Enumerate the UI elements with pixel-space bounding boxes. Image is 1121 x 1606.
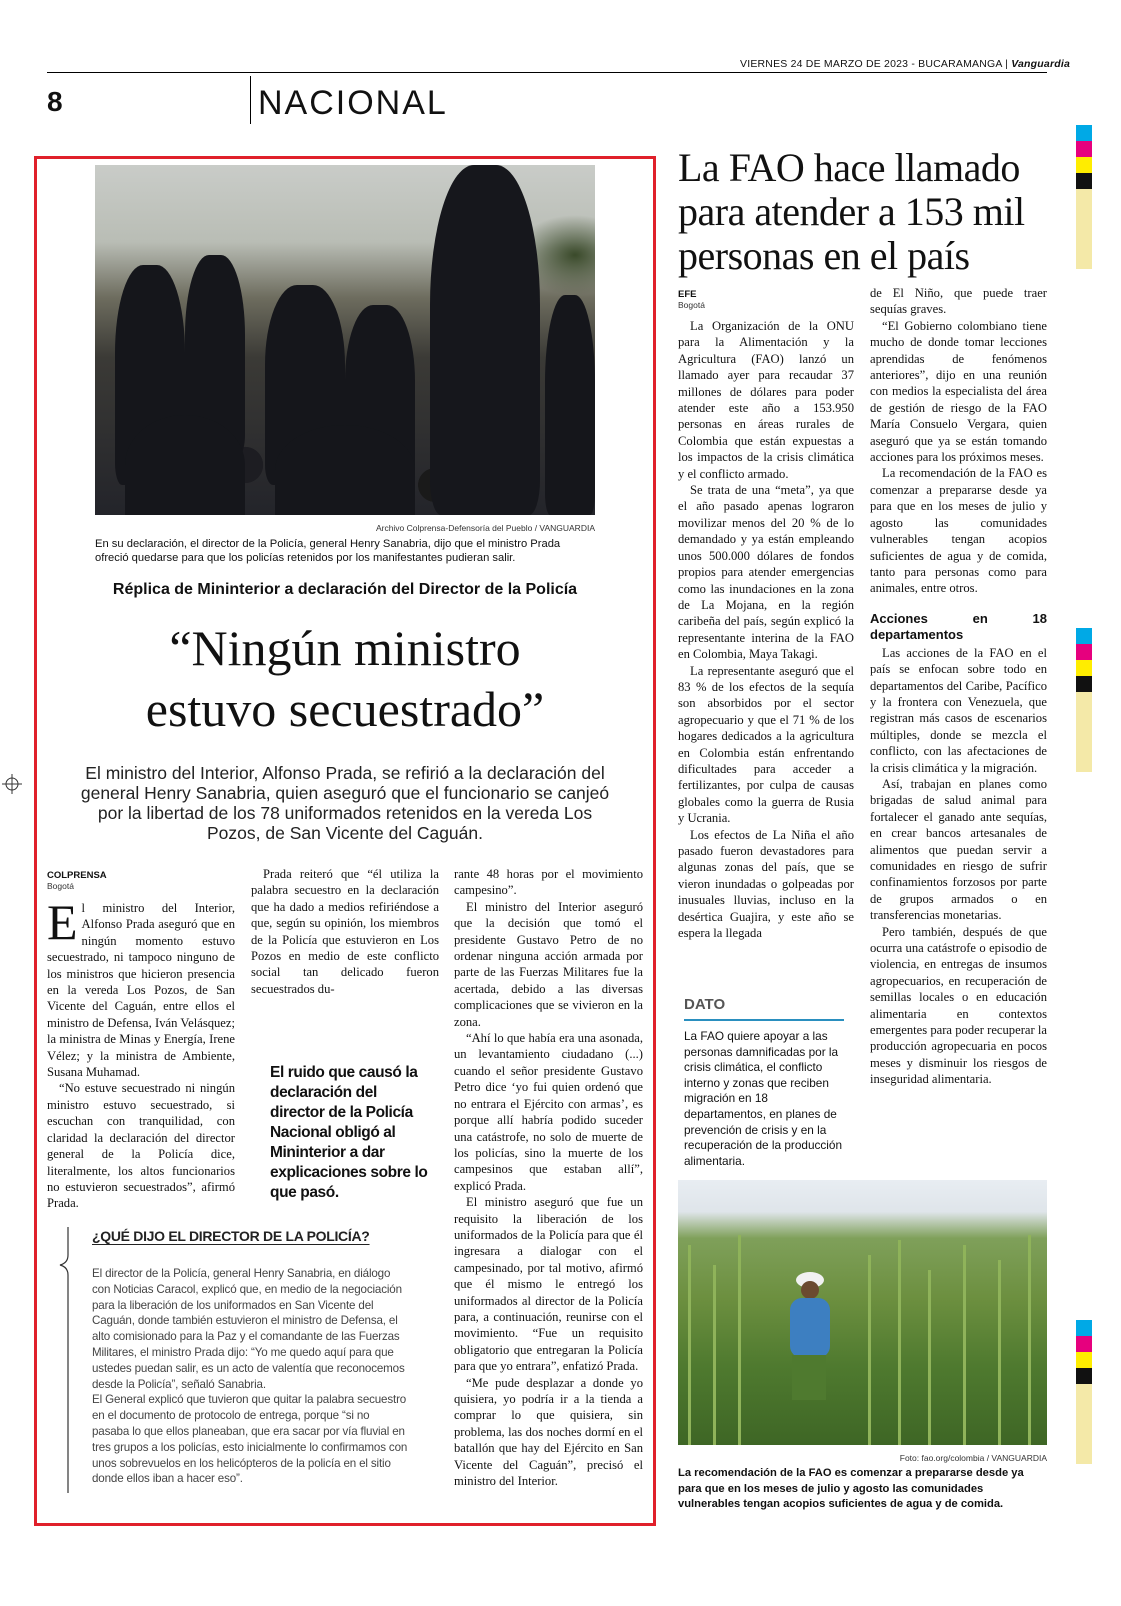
sidebar-text: El director de la Policía, general Henry Sanabria, en diálogo con Noticias Caracol, explicó que, en medio de la negociación para la liberación de los uniformados en San Vicente del Caguán, donde también estuvieron el ministro de Defensa, el alto comisionado para la Paz y el comandante de las Fuerzas Militares, el ministro Prada dijo: “Yo me quedo aquí para que ustedes puedan salir, es un acto de valentía que reconocemos desde la Policía”, señaló Sanabria. El General explicó que tuvieron que quitar la palabra secuestro en el documento de protocolo de entrega, porque “si no pasaba lo que ellos planeaban, que era sacar por vía fluvial en tres grupos a los policías, esto inicialmente lo confirmamos con unos sobrevuelos en los helicópteros de la policía en el sitio donde ellos iban a hacer eso”. (92, 1267, 408, 1486)
photo-credit: Archivo Colprensa-Defensoría del Pueblo / VANGUARDIA (375, 523, 595, 533)
fao-headline: La FAO hace llamado para atender a 153 mil personas en el país (678, 145, 1025, 278)
fao-column-1: La Organización de la ONU para la Alimentación y la Agricultura (FAO) lanzó un llamado ayer para recaudar 37 millones de dólares para poder atender este año a 153.950 personas en áreas rurales de Colombia que están expuestas a los impactos de la crisis climática y el conflicto armado. Se trata de una “meta”, ya que el año pasado apenas lograron movilizar menos del 20 % de lo demandado y ya están empleando unos 500.000 dólares de fondos propios para atender emergencias como las inundaciones en la zona de La Mojana, en la región caribeña del país, según explicó la representante interina de la FAO en Colombia, Maya Takagi. La representante aseguró que el 83 % de los efectos de la sequía son absorbidos por el sector agropecuario y que el 71 % de los hogares dedicados a la agricultura en Colombia están enfrentando dificultades para acceder a fertilizantes, por culpa de causas globales como la guerra de Rusia y Ucrania. Los efectos de La Niña el año pasado fueron devastadores para algunas zonas del país, que se vieron inundadas o golpeadas por inusuales lluvias, incluso en la desértica Guajira, y este año se espera la llegada (678, 319, 854, 941)
dato-rule (684, 1019, 844, 1021)
color-bar-top (1076, 125, 1092, 269)
color-bar-middle (1076, 628, 1092, 772)
article-dek: El ministro del Interior, Alfonso Prada, se refirió a la declaración del general Henry Sanabria, quien aseguró que el funcionario se canjeó por la libertad de los 78 uniformados retenidos en la vereda Los Pozos, de San Vicente del Caguán. (80, 763, 610, 843)
color-bar-bottom (1076, 1320, 1092, 1464)
dato-label: DATO (684, 996, 726, 1013)
article-kicker: Réplica de Mininterior a declaración del Director de la Policía (112, 581, 578, 598)
registration-mark-icon (2, 774, 22, 794)
photo-caption: En su declaración, el director de la Policía, general Henry Sanabria, dijo que el ministro Prada ofreció quedarse para que los policías retenidos por los manifestantes pudieran salir. (95, 538, 561, 564)
fao-subhead: Acciones en 18 departamentos (870, 610, 1047, 642)
fao-byline: EFE Bogotá (678, 289, 705, 310)
brand-logo: Vanguardia (1011, 58, 1070, 70)
article-column-3: rante 48 horas por el movimiento campesino”. El ministro del Interior aseguró que la decisión que tomó el presidente Gustavo Petro de no ordenar ninguna acción armada por parte de las Fuerzas Militares fue la acertada, debido a las diversas complicaciones que se vivieron en la zona. “Ahí lo que había era una asonada, un levantamiento ciudadano (...) cuando el señor presidente Gustavo Petro dice ‘yo fui quien ordenó que no entrara el Ejército con armas’, es porque allí habría podido suceder una catástrofe, no solo de muerte de los policías, sino la muerte de los campesinos que estaban allí”, explicó Prada. El ministro aseguró que fue un requisito la liberación de los uniformados de la Policía para que él ingresara a dialogar con el campesinado, por tal motivo, afirmó que él mismo le entregó los uniformados al director de la Policía para, a continuación, reunirse con el movimiento. “Fue un requisito obligatorio que entregaran la Policía para que yo entrara”, enfatizó Prada. “Me pude desplazar a donde yo quisiera, yo podría ir a la tienda a comprar lo que quisiera, sin problema, las dos noches dormí en el batallón que hay del Ejército en San Vicente del Caguán”, precisó el ministro del Interior. (454, 867, 643, 1489)
dato-text: La FAO quiere apoyar a las personas damnificadas por la crisis climática, el conflicto interno y zonas que reciben migración en 18 departamentos, en planes de prevención de crisis y en la recuperación de la producción alimentaria. (684, 1029, 843, 1168)
drop-cap: E (47, 894, 78, 950)
fao-photo-caption: La recomendación de la FAO es comenzar a prepararse desde ya para que en los meses de julio y agosto las comunidades vulnerables tengan acopios suficientes de agua y de comida. (678, 1467, 1024, 1510)
cornfield-photo (678, 1180, 1047, 1445)
article-headline (60, 618, 630, 740)
section-divider (250, 76, 251, 124)
bracket-icon (56, 1225, 78, 1495)
headline-line-1: “Ningún ministro (169, 620, 521, 676)
headline-line-2: estuvo secuestrado” (145, 681, 545, 737)
police-photo (95, 165, 595, 515)
dato-box (684, 996, 849, 1169)
dateline: VIERNES 24 DE MARZO DE 2023 - BUCARAMANGA | Vanguardia (740, 58, 1070, 70)
sidebar-title: ¿QUÉ DIJO EL DIRECTOR DE LA POLICÍA? (92, 1228, 370, 1244)
fao-photo-credit: Foto: fao.org/colombia / VANGUARDIA (899, 1453, 1047, 1463)
pull-quote: El ruido que causó la declaración del director de la Policía Nacional obligó al Mininterior a dar explicaciones sobre lo que pasó. (270, 1064, 428, 1201)
section-title: NACIONAL (258, 84, 448, 122)
page-number: 8 (47, 86, 63, 117)
byline: COLPRENSA Bogotá (47, 870, 107, 891)
header-rule (47, 72, 1047, 73)
article-column-1: El ministro del Interior, Alfonso Prada aseguró que en ningún momento estuvo secuestrado, ni tampoco ninguno de los ministros que hicieron presencia en la vereda Los Pozos, de San Vicente del Caguán, entre ellos el ministro de Defensa, Iván Velásquez; la ministra de Minas y Energía, Irene Vélez; y la ministra de Ambiente, Susana Muhamad. “No estuve secuestrado ni ningún ministro estuvo secuestrado, si escuchan con tranquilidad, con claridad la declaración del director general de la Policía dice, literalmente, los altos funcionarios no estuvieron secuestrados”, afirmó Prada. (47, 894, 235, 1211)
fao-column-2: de El Niño, que puede traer sequías graves. “El Gobierno colombiano tiene mucho de donde tomar lecciones aprendidas de fenómenos anteriores”, dijo en una reunión con medios la especialista del área de gestión de riesgo de la FAO María Consuelo Vergara, quien aseguró que ya se están tomando acciones para los próximos meses. La recomendación de la FAO es comenzar a prepararse desde ya para que en los meses de julio y agosto las comunidades vulnerables tengan acopios suficientes de agua y de comida, tanto para personas como para animales, entre otros. Acciones en 18 departamentos Las acciones de la FAO en el país se enfocan sobre todo en departamentos del Caribe, Pacífico y la frontera con Venezuela, que registran más casos de escenarios múltiples, donde se mezcla el conflicto, con las afectaciones de la crisis climática y la migración. Así, trabajan en planes como brigadas de salud animal para fortalecer el ganado ante sequías, en crear bancos artesanales de alimentos que puedan servir a comunidades en riesgo de sufrir confinamientos forzosos por parte de grupos armados o en transferencias monetarias. Pero también, después de que ocurra una catástrofe o episodio de violencia, en entregas de insumos agropecuarios, en recuperación de semillas locales o en educación alimentaria en contextos emergentes para poder recuperar la producción agropecuaria en pocos meses y disminuir los riesgos de inseguridad alimentaria. (870, 286, 1047, 1087)
farmer-figure (778, 1260, 838, 1400)
article-column-2: Prada reiteró que “él utiliza la palabra secuestro en la declaración que ha dado a medios refiriéndose a que, según su opinión, los miembros de la Policía que estuvieron en Los Pozos en medio de este conflicto social tan delicado fueron secuestrados du- (251, 867, 439, 996)
